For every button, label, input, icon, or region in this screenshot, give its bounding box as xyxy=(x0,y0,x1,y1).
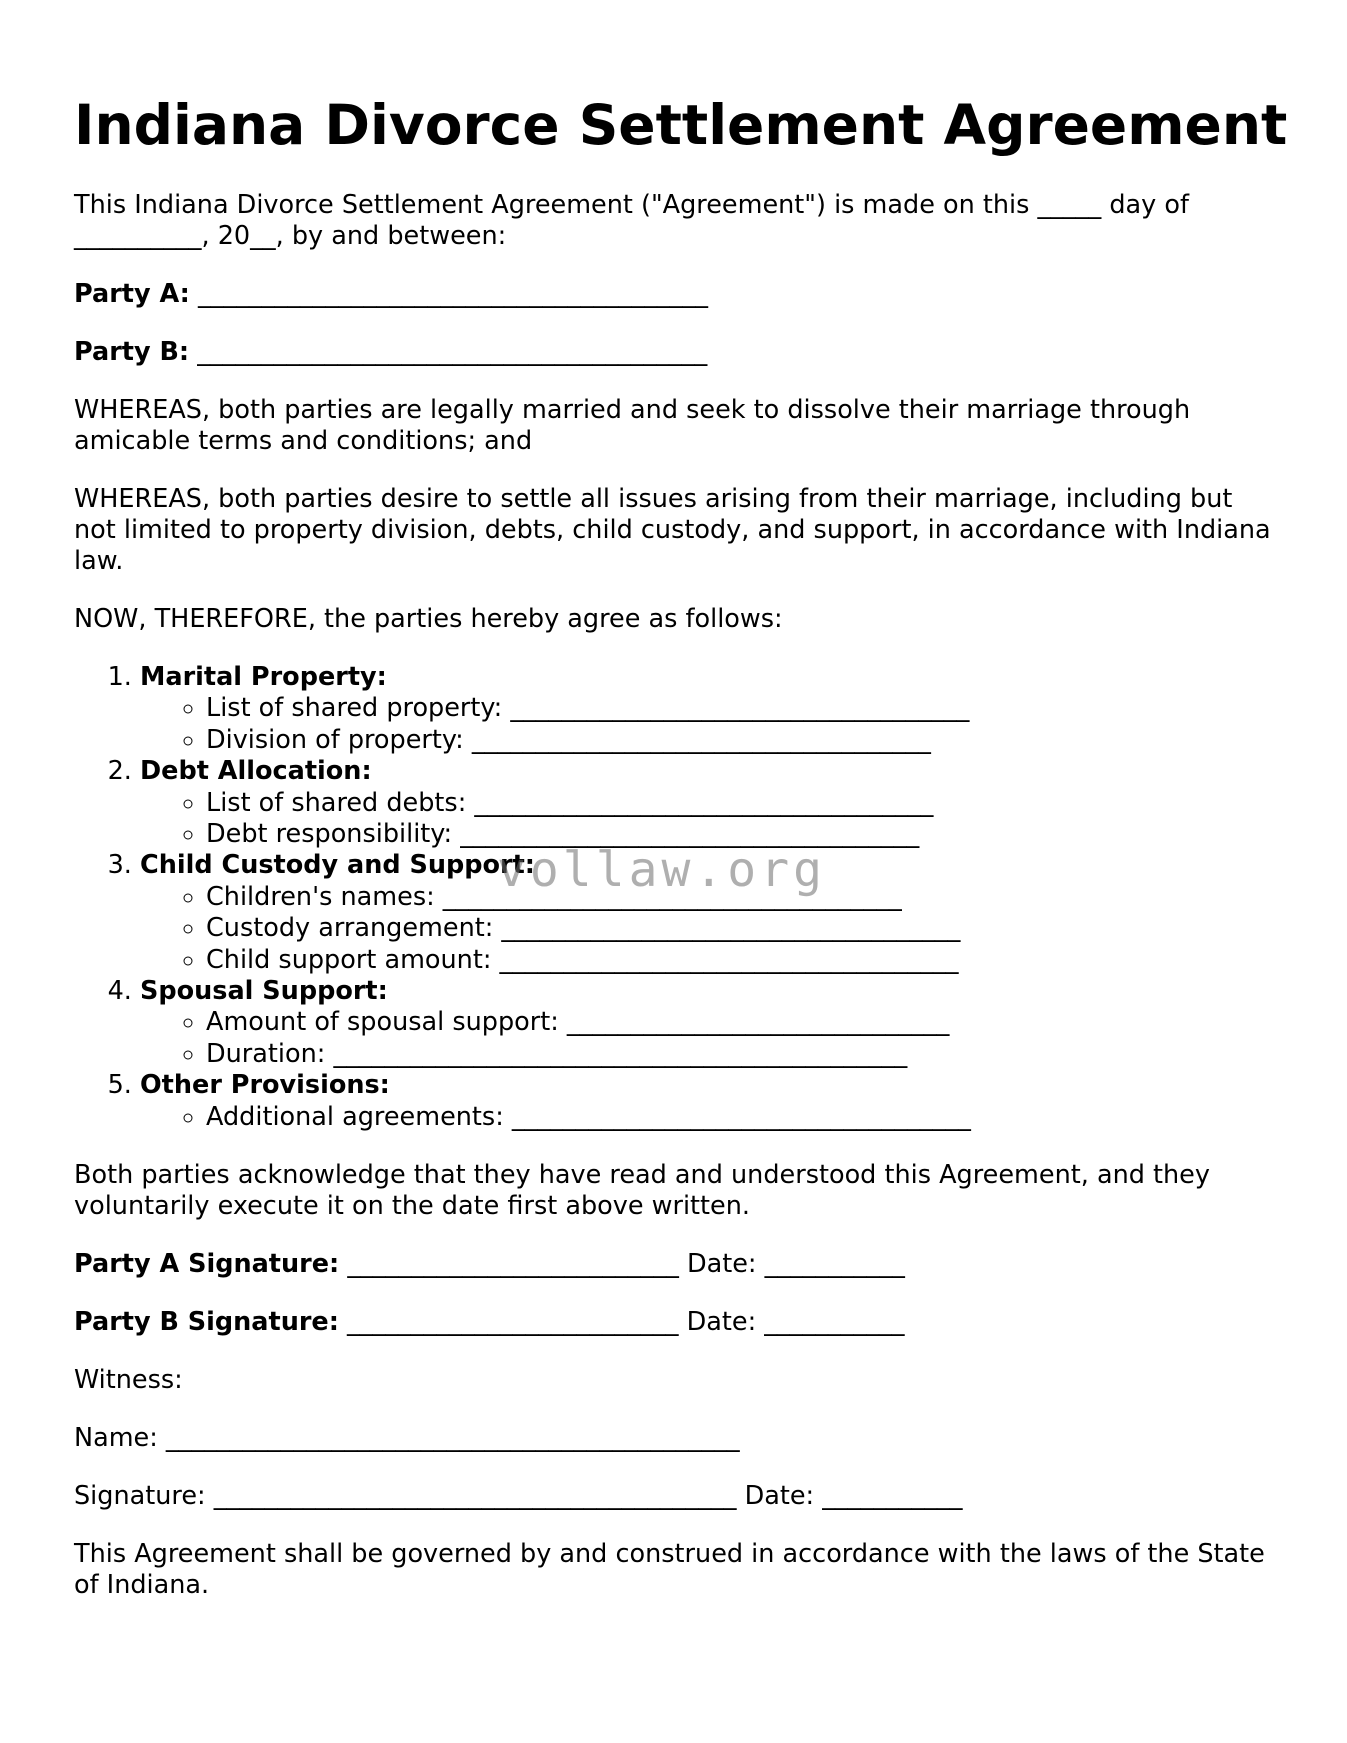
section-marital-property xyxy=(140,662,1274,756)
witness-label: Witness: xyxy=(74,1365,183,1396)
document-title: Indiana Divorce Settlement Agreement xyxy=(74,93,1288,157)
whereas-paragraph-1: WHEREAS, both parties are legally married and seek to dissolve their marriage through amicable terms and conditions; and xyxy=(74,395,1191,456)
party-b-signature-label: Party B Signature: xyxy=(74,1307,339,1338)
section-heading: Other Provisions: xyxy=(140,1070,390,1101)
party-b-line xyxy=(74,337,1274,368)
list-item: ◦ Division of property: ____________________________________ xyxy=(206,725,1274,756)
list-item: ◦ Amount of spousal support: ______________________________ xyxy=(206,1007,1274,1038)
list-item: ◦ Custody arrangement: ____________________________________ xyxy=(206,913,1274,944)
section-items xyxy=(140,1102,1274,1133)
party-b-signature-blank: __________________________ xyxy=(338,1307,679,1338)
section-debt-allocation xyxy=(140,756,1274,850)
intro-paragraph xyxy=(74,190,1274,252)
party-b-blank: ________________________________________ xyxy=(189,337,708,367)
section-spousal-support xyxy=(140,976,1274,1070)
party-a-date: Date: ___________ xyxy=(678,1249,905,1280)
section-heading: Debt Allocation: xyxy=(140,756,372,787)
list-item: ◦ Child support amount: ____________________________________ xyxy=(206,945,1274,976)
witness-signature-line: Signature: _________________________________________ Date: ___________ xyxy=(74,1481,963,1512)
section-items xyxy=(140,693,1274,756)
whereas-paragraph-2: WHEREAS, both parties desire to settle all issues arising from their marriage, including but not limited to property division, debts, child custody, and support, in accordance with Indiana law. xyxy=(74,484,1271,576)
list-item: ◦ List of shared debts: ____________________________________ xyxy=(206,788,1274,819)
intro-line-1: This Indiana Divorce Settlement Agreement ("Agreement") is made on this _____ day of xyxy=(74,190,1189,220)
list-item: ◦ Additional agreements: ____________________________________ xyxy=(206,1102,1274,1133)
list-item: ◦ Debt responsibility: ____________________________________ xyxy=(206,819,1274,850)
party-a-line xyxy=(74,279,1274,310)
governing-law-paragraph: This Agreement shall be governed by and construed in accordance with the laws of the State of Indiana. xyxy=(74,1539,1265,1601)
party-a-blank: ________________________________________ xyxy=(189,279,708,309)
party-a-signature-line xyxy=(74,1249,1274,1280)
party-a-signature-label: Party A Signature: xyxy=(74,1249,340,1280)
party-a-signature-blank: __________________________ xyxy=(339,1249,679,1280)
now-therefore-paragraph: NOW, THEREFORE, the parties hereby agree as follows: xyxy=(74,604,783,634)
list-item: ◦ Duration: _____________________________________________ xyxy=(206,1039,1274,1070)
list-item: ◦ List of shared property: ____________________________________ xyxy=(206,693,1274,724)
section-other-provisions xyxy=(140,1070,1274,1133)
section-heading: Marital Property: xyxy=(140,662,387,692)
watermark-text: vollaw.org xyxy=(497,842,826,898)
acknowledgment-paragraph: Both parties acknowledge that they have read and understood this Agreement, and they voluntarily execute it on the date first above written. xyxy=(74,1160,1210,1222)
witness-name-line: Name: _____________________________________________ xyxy=(74,1423,740,1454)
party-b-signature-line xyxy=(74,1307,1274,1338)
list-item: ◦ Children's names: ____________________________________ xyxy=(206,882,1274,913)
intro-line-2: __________, 20__, by and between: xyxy=(74,221,507,251)
party-b-date: Date: ___________ xyxy=(678,1307,905,1338)
section-heading: Child Custody and Support: xyxy=(140,850,535,881)
section-items xyxy=(140,1007,1274,1070)
section-heading: Spousal Support: xyxy=(140,976,388,1007)
party-a-label: Party A: xyxy=(74,279,190,309)
party-b-label: Party B: xyxy=(74,337,190,367)
